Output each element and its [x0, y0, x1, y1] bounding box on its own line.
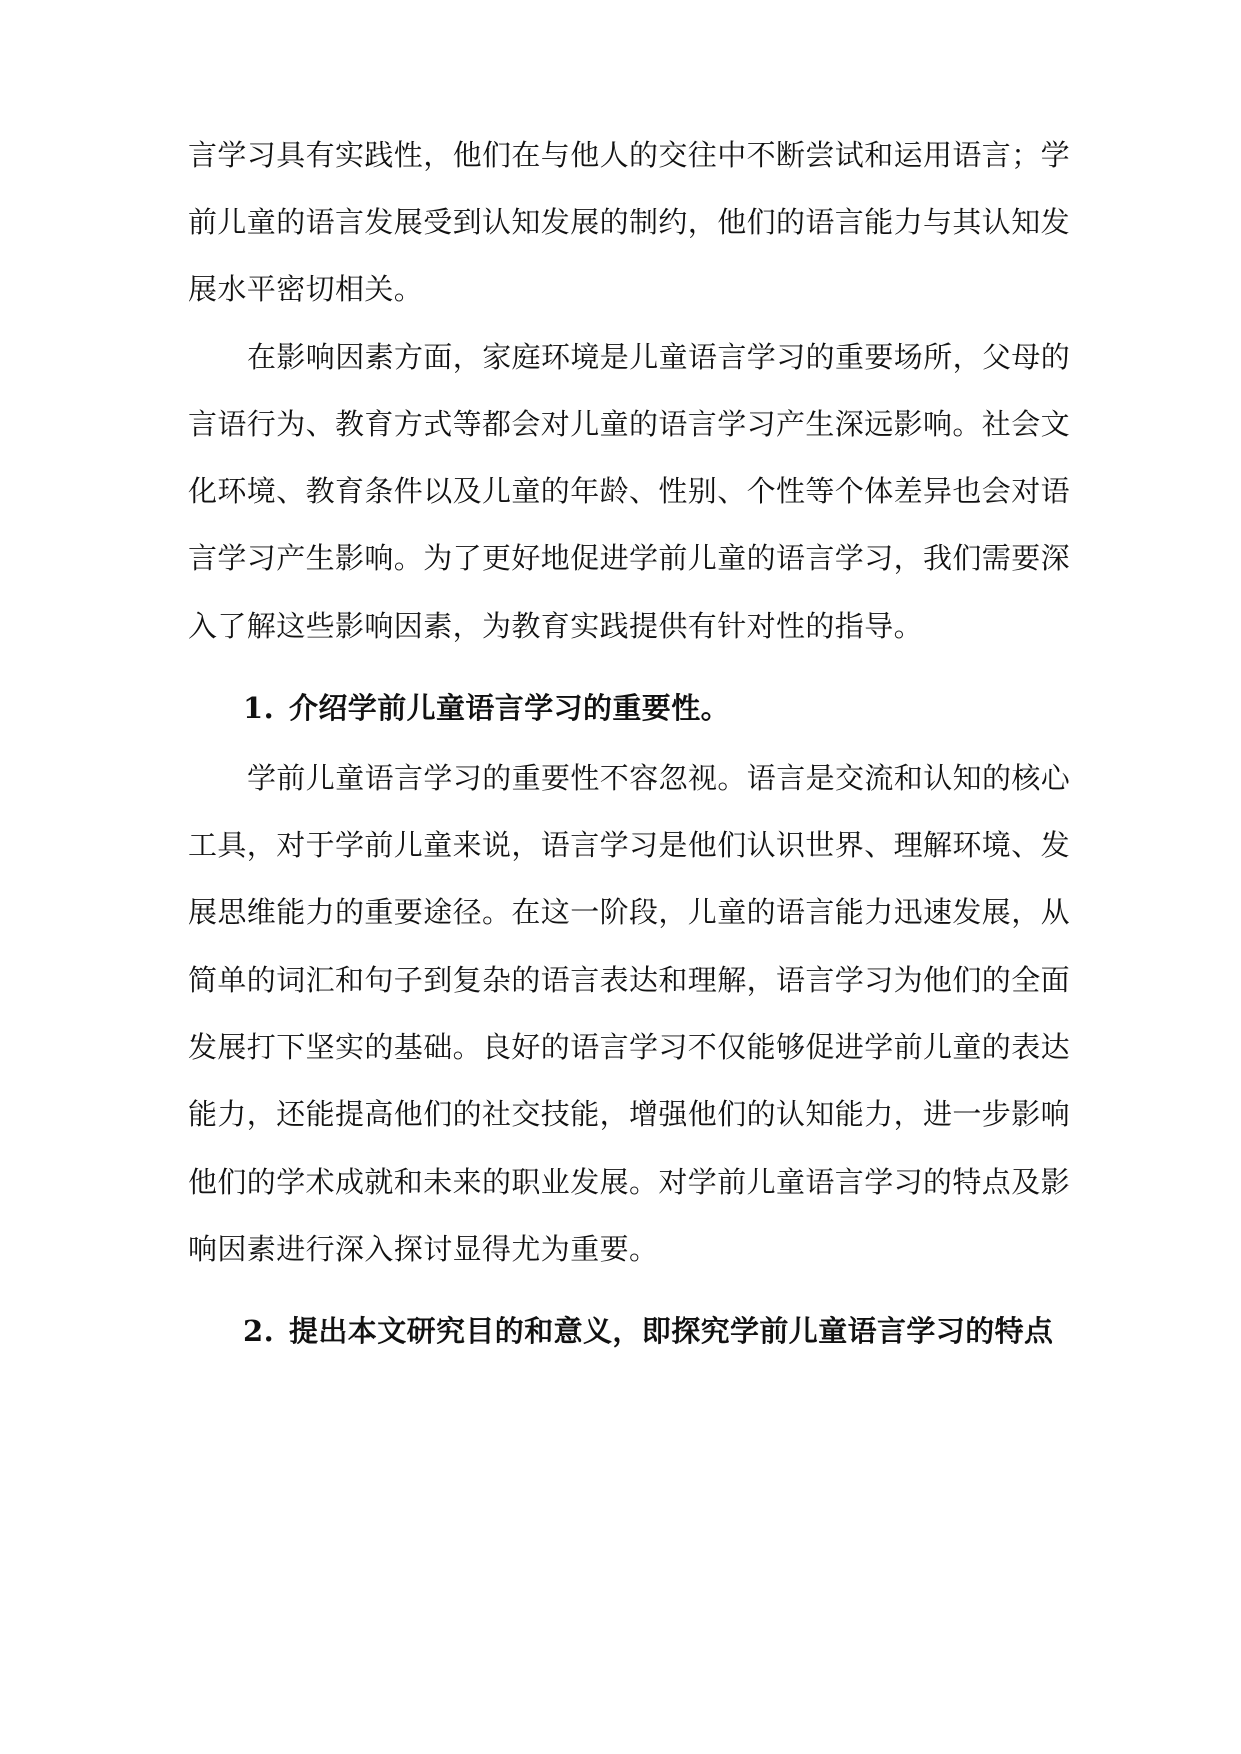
paragraph-2-line-2: 言语行为、教育方式等都会对儿童的语言学习产生深远影响。社会文	[188, 407, 1071, 441]
paragraph-2-line-1: 在影响因素方面，家庭环境是儿童语言学习的重要场所，父母的	[247, 340, 1071, 374]
paragraph-3-line-2: 工具，对于学前儿童来说，语言学习是他们认识世界、理解环境、发	[188, 828, 1071, 862]
section-heading-2-number: 2.	[243, 1314, 275, 1348]
paragraph-3-line-4: 简单的词汇和句子到复杂的语言表达和理解，语言学习为他们的全面	[188, 963, 1071, 997]
paragraph-3-line-3: 展思维能力的重要途径。在这一阶段，儿童的语言能力迅速发展，从	[188, 895, 1071, 929]
paragraph-2-line-3: 化环境、教育条件以及儿童的年龄、性别、个性等个体差异也会对语	[188, 474, 1071, 508]
paragraph-1-line-3: 展水平密切相关。	[188, 272, 424, 306]
section-heading-2-text: 提出本文研究目的和意义，即探究学前儿童语言学习的特点	[289, 1314, 1054, 1348]
paragraph-2-line-5: 入了解这些影响因素，为教育实践提供有针对性的指导。	[188, 609, 924, 643]
paragraph-3-line-7: 他们的学术成就和未来的职业发展。对学前儿童语言学习的特点及影	[188, 1165, 1071, 1199]
paragraph-3-line-8: 响因素进行深入探讨显得尤为重要。	[188, 1232, 659, 1266]
section-heading-2	[243, 1311, 1058, 1351]
section-heading-1	[243, 688, 1058, 728]
paragraph-2-line-4: 言学习产生影响。为了更好地促进学前儿童的语言学习，我们需要深	[188, 541, 1071, 575]
paragraph-3-line-6: 能力，还能提高他们的社交技能，增强他们的认知能力，进一步影响	[188, 1097, 1071, 1131]
paragraph-3-line-1: 学前儿童语言学习的重要性不容忽视。语言是交流和认知的核心	[247, 761, 1071, 795]
paragraph-1-line-2: 前儿童的语言发展受到认知发展的制约，他们的语言能力与其认知发	[188, 205, 1071, 239]
section-heading-1-number: 1.	[243, 691, 275, 725]
section-heading-1-text: 介绍学前儿童语言学习的重要性。	[289, 691, 731, 725]
paragraph-1-line-1: 言学习具有实践性，他们在与他人的交往中不断尝试和运用语言；学	[188, 138, 1071, 172]
paragraph-3-line-5: 发展打下坚实的基础。良好的语言学习不仅能够促进学前儿童的表达	[188, 1030, 1071, 1064]
